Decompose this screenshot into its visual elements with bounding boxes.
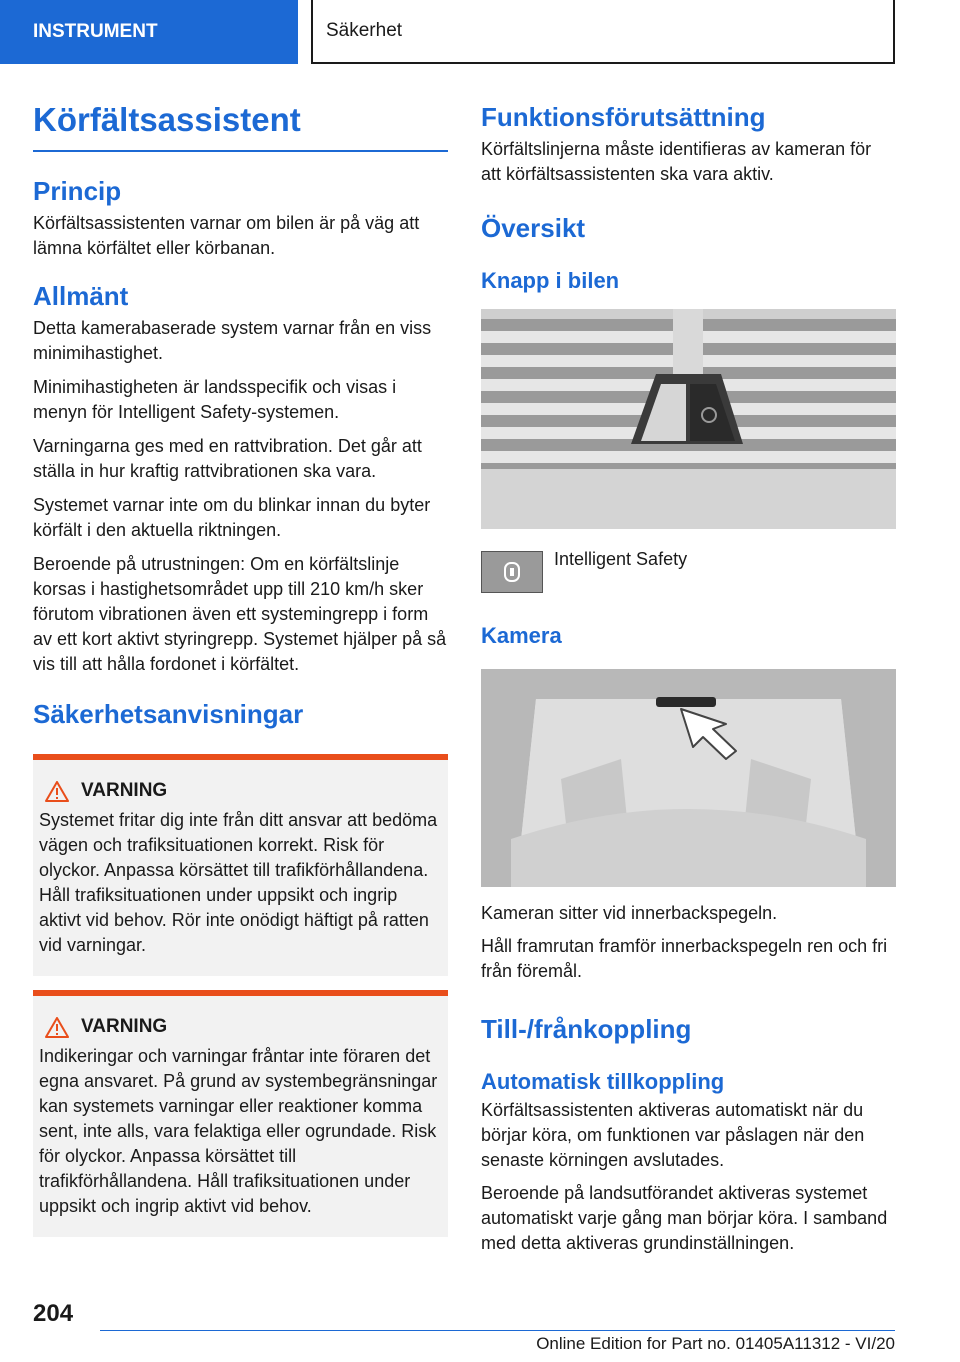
left-column	[33, 100, 448, 1237]
edition-note: Online Edition for Part no. 01405A11312 - VI/20	[536, 1334, 895, 1353]
paragraph-auto-2: Beroende på landsutförandet aktiveras systemet automatiskt varje gång man börjar köra. I samband med detta aktiveras grundinställningen.	[481, 1182, 888, 1253]
paragraph-kamera-2: Håll framrutan framför innerbackspegeln ren och fri från föremål.	[481, 936, 888, 982]
page-number: 204	[33, 1300, 74, 1327]
section-header-label: Säkerhet	[326, 20, 403, 41]
heading-kamera: Kamera	[481, 622, 562, 648]
paragraph-kamera-1: Kameran sitter vid innerbackspegeln.	[481, 903, 778, 924]
warning-box-2	[33, 990, 448, 1237]
footer-divider	[100, 1330, 895, 1331]
warning-title-1	[45, 780, 442, 802]
paragraph-allmant-1: Detta kamerabaserade system varnar från en viss minimihastighet.	[33, 317, 432, 363]
heading-princip: Princip	[33, 175, 122, 206]
heading-funktionsforutsattning: Funktionsförutsättning	[481, 102, 766, 132]
button-legend-label: Intelligent Safety	[554, 548, 688, 569]
heading-automatisk-tillkoppling: Automatisk tillkoppling	[481, 1069, 725, 1095]
paragraph-auto-1: Körfältsassistenten aktiveras automatiskt när du börjar köra, om funktionen var påslagen när den senaste körningen avslutades.	[481, 1099, 865, 1170]
paragraph-allmant-2: Minimihastigheten är landsspecifik och visas i menyn för Intelligent Safety-systemen.	[33, 376, 397, 422]
heading-knapp-i-bilen: Knapp i bilen	[481, 268, 620, 294]
warning-title-1-label: VARNING	[81, 780, 168, 802]
warning-text-1: Systemet fritar dig inte från ditt ansvar att bedöma vägen och trafiksituationen korrekt. Risk för olyckor. Anpassa körsättet till trafikförhållandena. Håll trafiksituationen under uppsikt och ingrip aktivt vid behov. Rör inte onödigt häftigt på ratten vid varningar.	[39, 810, 438, 956]
paragraph-princip: Körfältsassistenten varnar om bilen är på väg att lämna körfältet eller körbanan.	[33, 212, 420, 258]
section-header	[311, 0, 895, 64]
warning-triangle-icon	[45, 781, 69, 802]
button-legend	[481, 548, 896, 593]
paragraph-funktion: Körfältslinjerna måste identifieras av kameran för att körfältsassistenten ska vara aktiv.	[481, 139, 872, 185]
warning-title-2-label: VARNING	[81, 1016, 168, 1038]
paragraph-allmant-3: Varningarna ges med en rattvibration. Det går att ställa in hur kraftig rattvibrationen ska vara.	[33, 435, 422, 481]
warning-box-1	[33, 754, 448, 976]
chapter-tab	[0, 0, 298, 64]
warning-text-2: Indikeringar och varningar fråntar inte föraren det egna ansvaret. På grund av systembegränsningar kan systemets varningar eller reaktioner komma sent, inte alls, vara felaktiga eller ogrundade. Risk för olyckor. Anpassa körsättet till trafikförhållandena. Håll trafiksituationen under uppsikt och ingrip aktivt vid behov.	[39, 1046, 438, 1217]
camera-photo	[481, 669, 896, 887]
warning-title-2	[45, 1016, 442, 1038]
heading-sakerhetsanvisningar: Säkerhetsanvisningar	[33, 698, 304, 729]
page-title: Körfältsassistent	[33, 100, 448, 152]
right-column	[481, 100, 896, 1256]
warning-triangle-icon	[45, 1017, 69, 1038]
paragraph-allmant-4: Systemet varnar inte om du blinkar innan du byter körfält i den aktuella riktningen.	[33, 494, 431, 540]
button-photo	[481, 309, 896, 529]
heading-allmant: Allmänt	[33, 280, 129, 311]
heading-till-frankoppling: Till-/frånkoppling	[481, 1014, 692, 1045]
chapter-tab-label: INSTRUMENT	[33, 21, 158, 42]
intelligent-safety-button-icon	[481, 551, 543, 593]
heading-oversikt: Översikt	[481, 213, 586, 244]
paragraph-allmant-5: Beroende på utrustningen: Om en körfältslinje korsas i hastighetsområdet upp till 210 km/h sker förutom vibrationen även ett systemingrepp i form av ett kort aktivt styringrepp. Systemet hjälper på så vis till att hålla fordonet i körfältet.	[33, 553, 447, 674]
